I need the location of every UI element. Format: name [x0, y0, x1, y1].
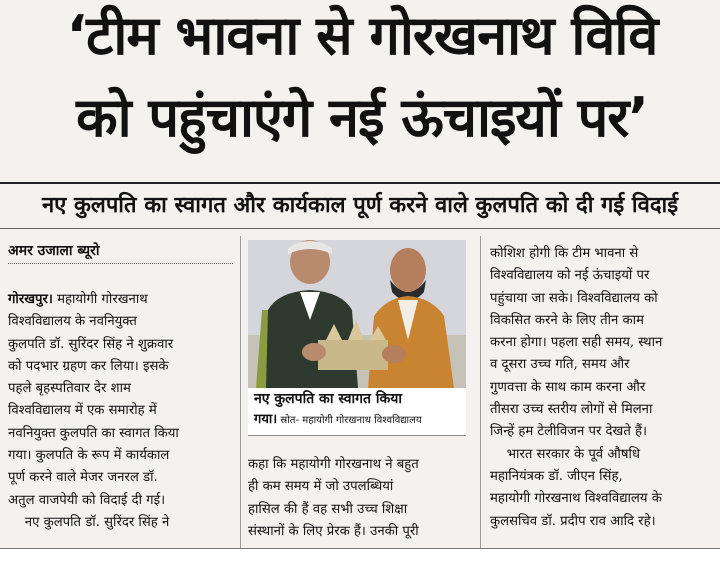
column-divider-1 [240, 236, 241, 548]
dateline-place: गोरखपुर। [8, 292, 53, 307]
column-3-line: भारत सरकार के पूर्व औषधि [490, 446, 640, 462]
caption-title-line-1: नए कुलपति का स्वागत किया [254, 391, 403, 407]
column-1-line: नवनियुक्त कुलपति का स्वागत किया [8, 425, 179, 441]
column-1-line: विश्वविद्यालय के नवनियुक्त [8, 314, 137, 330]
headline [0, 0, 720, 175]
column-3 [490, 243, 712, 533]
column-2-line: कहा कि महायोगी गोरखनाथ ने बहुत [248, 457, 419, 472]
column-2-line: हासिल की हैं वह सभी उच्च शिक्षा [248, 501, 408, 517]
subheadline: नए कुलपति का स्वागत और कार्यकाल पूर्ण करने वाले कुलपति को दी गई विदाई [41, 193, 679, 218]
column-3-line: पहुंचाया जा सके। विश्वविद्यालय को [490, 290, 658, 306]
column-1 [8, 289, 233, 534]
column-1-line: नए कुलपति डॉ. सुरिंदर सिंह ने [8, 514, 170, 530]
next-article-strip [0, 548, 720, 565]
column-2-line: ही कम समय में जो उपलब्धियां [248, 479, 394, 495]
column-1-line: अतुल वाजपेयी को विदाई दी गई। [8, 492, 166, 508]
caption-title-line-2: गया। [254, 412, 278, 427]
column-3-line: करना होगा। पहला सही समय, स्थान [490, 335, 663, 351]
column-divider-2 [480, 236, 481, 548]
column-1-line: पूर्ण करने वाले मेजर जनरल डॉ. [8, 470, 158, 486]
column-3-line: व दूसरा उच्च गति, समय और [490, 357, 630, 373]
column-2-line: संस्थानों के लिए प्रेरक हैं। उनकी पूरी [248, 523, 419, 539]
column-3-line: महायोगी गोरखनाथ विश्वविद्यालय के [490, 491, 662, 507]
photo-caption [248, 388, 466, 436]
divider-under-subhead [0, 228, 720, 229]
column-3-line: तीसरा उच्च स्तरीय लोगों से मिलना [490, 402, 653, 418]
headline-line-1: ‘टीम भावना से गोरखनाथ विवि [66, 4, 658, 67]
column-3-line: गुणवत्ता के साथ काम करना और [490, 379, 646, 395]
column-1-line: विश्वविद्यालय में एक समारोह में [8, 403, 157, 419]
column-3-line: जिन्हें हम टेलीविजन पर देखते हैं। [490, 424, 648, 440]
byline: अमर उजाला ब्यूरो [8, 239, 233, 264]
column-2 [248, 454, 470, 543]
photo-illustration [248, 240, 466, 388]
column-3-line: कुलसचिव डॉ. प्रदीप राव आदि रहे। [490, 513, 656, 529]
column-1-line: गया। कुलपति के रूप में कार्यकाल [8, 448, 170, 464]
news-photo [248, 240, 466, 388]
caption-source: स्रोत- महायोगी गोरखनाथ विश्वविद्यालय [280, 415, 422, 426]
headline-line-2: को पहुंचाएंगे नई ऊंचाइयों पर’ [76, 86, 648, 149]
column-3-line: विकसित करने के लिए तीन काम [490, 312, 644, 328]
divider-top [0, 182, 720, 184]
column-3-line: विश्वविद्यालय को नई ऊंचाइयों पर [490, 268, 650, 284]
column-1-line: को पदभार ग्रहण कर लिया। इसके [8, 358, 169, 374]
column-1-line: कुलपति डॉ. सुरिंदर सिंह ने शुक्रवार [8, 336, 174, 352]
caption-line-2 [254, 412, 464, 429]
column-1-line: पहले बृहस्पतिवार देर शाम [8, 381, 131, 397]
column-1-line: गोरखपुर। महायोगी गोरखनाथ [8, 292, 148, 307]
column-3-line: महानियंत्रक डॉ. जीएन सिंह, [490, 468, 623, 484]
column-3-line: कोशिश होगी कि टीम भावना से [490, 246, 639, 261]
